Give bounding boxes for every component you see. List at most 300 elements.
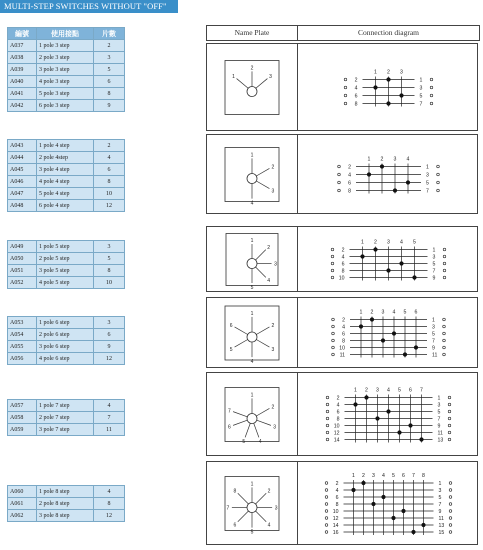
connection-diagram [298, 462, 479, 544]
position-label: 8 [233, 488, 237, 495]
terminal-label-left: 2 [354, 77, 358, 84]
count-cell: 12 [94, 353, 125, 365]
usage-cell: 2 pole 7 step [37, 412, 94, 424]
contact-dot [360, 254, 364, 258]
terminal-dot [448, 417, 451, 420]
table-row [8, 152, 125, 164]
terminal-label-left: 2 [341, 247, 345, 254]
connection-diagram [298, 298, 479, 367]
terminal-dot [443, 248, 446, 251]
spec-table-group-6 [7, 485, 125, 522]
position-label: 3 [271, 188, 275, 195]
name-plate-drawing [207, 373, 297, 456]
step-number: 1 [361, 239, 364, 246]
step-number: 5 [398, 387, 401, 394]
contact-dot [364, 395, 368, 399]
terminal-dot [331, 262, 334, 265]
table-row [8, 64, 125, 76]
terminal-label-left: 8 [341, 268, 345, 275]
knob-circle [247, 414, 257, 424]
usage-cell: 4 pole 5 step [37, 277, 94, 289]
step-number: 4 [382, 473, 385, 479]
contact-dot [386, 101, 390, 105]
contact-dot [397, 430, 401, 434]
terminal-dot [448, 431, 451, 434]
count-cell: 9 [94, 100, 125, 112]
switch-panel-6 [206, 461, 478, 545]
terminal-dot [449, 496, 452, 499]
terminal-label-right: 1 [426, 164, 429, 171]
terminal-dot [437, 189, 440, 192]
position-label: 1 [250, 392, 254, 399]
terminal-dot [325, 489, 328, 492]
contact-dot [414, 345, 418, 349]
terminal-dot [448, 396, 451, 399]
position-label: 1 [250, 152, 254, 159]
contact-dot [386, 268, 390, 272]
contact-dot [393, 188, 397, 192]
code-cell: A038 [8, 52, 37, 64]
step-number: 2 [374, 239, 377, 246]
table-row [8, 424, 125, 436]
step-number: 3 [381, 309, 385, 316]
terminal-dot [326, 396, 329, 399]
step-number: 5 [403, 309, 407, 316]
step-number: 3 [387, 239, 390, 246]
contact-dot [381, 338, 385, 342]
terminal-dot [338, 189, 341, 192]
step-number: 4 [387, 387, 390, 394]
switch-panel-1 [206, 43, 478, 131]
count-cell: 3 [94, 241, 125, 253]
terminal-label-left: 4 [348, 172, 351, 179]
terminal-dot [449, 489, 452, 492]
contact-dot [386, 77, 390, 81]
position-label: 4 [267, 522, 271, 529]
name-plate-drawing [207, 44, 297, 131]
position-label: 2 [267, 244, 271, 251]
contact-dot [371, 502, 375, 506]
usage-cell: 4 pole 4 step [37, 176, 94, 188]
terminal-label-left: 2 [342, 317, 345, 324]
switch-panel-4 [206, 297, 478, 368]
connection-diagram-drawing [298, 44, 479, 131]
code-cell: A045 [8, 164, 37, 176]
step-number: 6 [402, 473, 405, 479]
terminal-label-left: 6 [348, 180, 351, 187]
terminal-dot [443, 346, 446, 349]
terminal-label-right: 1 [438, 480, 442, 487]
terminal-label-right: 7 [437, 416, 441, 423]
terminal-dot [325, 517, 328, 520]
position-label: 2 [267, 488, 271, 495]
column-header-code: 編號 [8, 28, 37, 40]
switch-panel-2 [206, 134, 478, 214]
usage-cell: 2 pole 4step [37, 152, 94, 164]
table-row [8, 510, 125, 522]
table-row [8, 100, 125, 112]
terminal-dot [325, 531, 328, 534]
knob-circle [247, 87, 257, 97]
terminal-dot [448, 403, 451, 406]
terminal-dot [443, 276, 446, 279]
terminal-dot [326, 410, 329, 413]
contact-dot [367, 172, 371, 176]
step-number: 5 [413, 239, 416, 246]
name-plate-drawing [207, 298, 297, 368]
contact-dot [406, 180, 410, 184]
code-cell: A053 [8, 317, 37, 329]
column-header-usage: 使用接點 [37, 28, 94, 40]
terminal-label-right: 11 [437, 430, 443, 437]
step-number: 3 [372, 473, 375, 479]
usage-cell: 1 pole 4 step [37, 140, 94, 152]
terminal-label-left: 2 [348, 164, 351, 171]
step-number: 2 [370, 309, 374, 316]
terminal-dot [437, 181, 440, 184]
terminal-dot [338, 181, 341, 184]
count-cell: 4 [94, 152, 125, 164]
position-label: 6 [229, 322, 233, 329]
count-cell: 5 [94, 253, 125, 265]
terminal-label-right: 11 [438, 515, 444, 522]
terminal-label-right: 1 [432, 317, 435, 324]
terminal-dot [325, 503, 328, 506]
count-cell: 3 [94, 317, 125, 329]
count-cell: 6 [94, 329, 125, 341]
terminal-label-left: 8 [335, 501, 339, 508]
table-row [8, 277, 125, 289]
usage-cell: 2 pole 8 step [37, 498, 94, 510]
terminal-dot [430, 94, 433, 97]
terminal-label-right: 13 [437, 437, 444, 444]
contact-dot [408, 423, 412, 427]
terminal-label-right: 7 [426, 188, 429, 195]
terminal-label-left: 10 [333, 423, 340, 430]
knob-circle [247, 174, 257, 184]
table-row [8, 329, 125, 341]
terminal-dot [443, 353, 446, 356]
connection-diagram-drawing [298, 298, 479, 368]
switch-panel-5 [206, 372, 478, 456]
code-cell: A062 [8, 510, 37, 522]
terminal-dot [331, 248, 334, 251]
section-banner: MULTI-STEP SWITCHES WITHOUT "OFF" [0, 0, 178, 13]
count-cell: 10 [94, 188, 125, 200]
terminal-label-left: 8 [348, 188, 351, 195]
terminal-label-left: 4 [354, 85, 358, 92]
step-number: 2 [380, 156, 384, 163]
usage-cell: 1 pole 5 step [37, 241, 94, 253]
name-plate [207, 462, 298, 544]
terminal-label-right: 5 [437, 409, 441, 416]
terminal-label-left: 8 [342, 338, 345, 345]
table-header-row [8, 28, 125, 40]
position-label: 1 [250, 310, 254, 317]
terminal-dot [449, 482, 452, 485]
terminal-dot [338, 165, 341, 168]
terminal-label-left: 16 [332, 529, 339, 536]
terminal-dot [437, 173, 440, 176]
step-number: 1 [354, 387, 357, 394]
step-number: 7 [420, 387, 423, 394]
usage-cell: 1 pole 8 step [37, 486, 94, 498]
table-row [8, 176, 125, 188]
usage-cell: 3 pole 6 step [37, 341, 94, 353]
terminal-label-right: 3 [432, 254, 436, 261]
count-cell: 2 [94, 140, 125, 152]
step-number: 6 [414, 309, 418, 316]
name-plate [207, 44, 298, 130]
table-row [8, 341, 125, 353]
connection-diagram-drawing [298, 373, 479, 456]
count-cell: 6 [94, 76, 125, 88]
count-cell: 3 [94, 52, 125, 64]
terminal-dot [443, 269, 446, 272]
table-row [8, 412, 125, 424]
usage-cell: 1 pole 3 step [37, 40, 94, 52]
table-row [8, 140, 125, 152]
code-cell: A055 [8, 341, 37, 353]
terminal-dot [344, 102, 347, 105]
position-label: 3 [274, 505, 278, 512]
code-cell: A048 [8, 200, 37, 212]
terminal-label-right: 7 [438, 501, 442, 508]
name-plate-drawing [207, 135, 297, 214]
terminal-dot [325, 482, 328, 485]
terminal-dot [331, 276, 334, 279]
usage-cell: 1 pole 7 step [37, 400, 94, 412]
contact-dot [386, 409, 390, 413]
contact-dot [353, 402, 357, 406]
connection-diagram [298, 373, 479, 455]
step-number: 2 [387, 69, 390, 76]
usage-cell: 5 pole 3 step [37, 88, 94, 100]
terminal-label-right: 15 [438, 529, 445, 536]
code-cell: A056 [8, 353, 37, 365]
terminal-dot [332, 346, 335, 349]
terminal-dot [344, 78, 347, 81]
terminal-label-right: 3 [426, 172, 429, 179]
step-number: 2 [365, 387, 368, 394]
position-label: 4 [258, 439, 262, 446]
connection-diagram-drawing [298, 135, 479, 214]
terminal-label-left: 8 [336, 416, 340, 423]
terminal-dot [443, 262, 446, 265]
position-label: 4 [250, 200, 254, 207]
step-number: 1 [359, 309, 363, 316]
code-cell: A054 [8, 329, 37, 341]
code-cell: A049 [8, 241, 37, 253]
contact-dot [373, 85, 377, 89]
contact-dot [392, 331, 396, 335]
position-label: 5 [242, 439, 246, 446]
terminal-dot [338, 173, 341, 176]
usage-cell: 5 pole 4 step [37, 188, 94, 200]
terminal-dot [443, 339, 446, 342]
code-cell: A059 [8, 424, 37, 436]
terminal-label-right: 7 [432, 268, 436, 275]
terminal-dot [332, 332, 335, 335]
code-cell: A046 [8, 176, 37, 188]
position-label: 1 [250, 481, 254, 488]
position-label: 1 [232, 73, 235, 80]
code-cell: A058 [8, 412, 37, 424]
count-cell: 8 [94, 88, 125, 100]
spec-table-group-4 [7, 316, 125, 365]
contact-dot [373, 247, 377, 251]
connection-diagram-drawing [298, 227, 479, 292]
table-row [8, 241, 125, 253]
step-number: 5 [392, 473, 395, 479]
contact-dot [359, 324, 363, 328]
position-label: 2 [271, 404, 275, 411]
terminal-dot [449, 503, 452, 506]
terminal-dot [344, 94, 347, 97]
usage-cell: 3 pole 5 step [37, 265, 94, 277]
table-row [8, 253, 125, 265]
contact-dot [421, 523, 425, 527]
code-cell: A044 [8, 152, 37, 164]
spec-table-group-1 [7, 27, 125, 112]
terminal-label-right: 5 [432, 331, 435, 338]
step-number: 3 [393, 156, 397, 163]
terminal-label-right: 13 [438, 522, 445, 529]
terminal-label-left: 4 [342, 324, 345, 331]
code-cell: A047 [8, 188, 37, 200]
terminal-dot [331, 255, 334, 258]
step-number: 1 [367, 156, 371, 163]
terminal-label-left: 6 [335, 494, 339, 501]
count-cell: 2 [94, 40, 125, 52]
terminal-dot [449, 510, 452, 513]
terminal-label-right: 3 [432, 324, 435, 331]
table-row [8, 317, 125, 329]
terminal-label-right: 9 [438, 508, 442, 515]
terminal-label-left: 6 [336, 409, 340, 416]
terminal-dot [448, 424, 451, 427]
table-row [8, 498, 125, 510]
terminal-label-right: 3 [438, 487, 442, 494]
code-cell: A061 [8, 498, 37, 510]
contact-dot [361, 481, 365, 485]
step-number: 4 [400, 239, 403, 246]
table-row [8, 400, 125, 412]
position-label: 6 [233, 522, 237, 529]
contact-dot [411, 530, 415, 534]
table-row [8, 353, 125, 365]
usage-cell: 2 pole 6 step [37, 329, 94, 341]
contact-dot [351, 488, 355, 492]
connection-diagram-header: Connection diagram [357, 28, 420, 37]
terminal-label-left: 2 [335, 480, 339, 487]
step-number: 4 [406, 156, 410, 163]
terminal-dot [326, 424, 329, 427]
name-plate [207, 135, 298, 213]
diagram-header [206, 25, 480, 41]
name-plate-drawing [207, 227, 297, 292]
contact-dot [403, 352, 407, 356]
count-cell: 8 [94, 265, 125, 277]
terminal-dot [326, 403, 329, 406]
terminal-label-left: 10 [338, 275, 345, 282]
count-cell: 12 [94, 510, 125, 522]
count-cell: 4 [94, 400, 125, 412]
code-cell: A037 [8, 40, 37, 52]
position-label: 4 [267, 278, 271, 285]
terminal-dot [332, 339, 335, 342]
terminal-label-left: 6 [341, 261, 345, 268]
table-row [8, 76, 125, 88]
terminal-dot [326, 417, 329, 420]
contact-dot [391, 516, 395, 520]
count-cell: 4 [94, 486, 125, 498]
position-label: 4 [250, 359, 254, 366]
terminal-label-left: 8 [354, 101, 358, 108]
terminal-dot [325, 524, 328, 527]
usage-cell: 3 pole 3 step [37, 64, 94, 76]
terminal-label-left: 12 [332, 515, 339, 522]
count-cell: 8 [94, 176, 125, 188]
terminal-dot [332, 325, 335, 328]
terminal-dot [449, 517, 452, 520]
code-cell: A043 [8, 140, 37, 152]
position-label: 7 [226, 505, 230, 512]
terminal-dot [325, 496, 328, 499]
position-label: 5 [229, 347, 233, 354]
terminal-label-right: 7 [432, 338, 435, 345]
position-label: 6 [227, 424, 231, 431]
name-plate-drawing [207, 462, 297, 545]
terminal-dot [326, 438, 329, 441]
position-label: 7 [227, 408, 231, 415]
terminal-label-left: 4 [335, 487, 339, 494]
terminal-dot [332, 318, 335, 321]
code-cell: A042 [8, 100, 37, 112]
position-label: 3 [269, 73, 272, 80]
step-number: 7 [412, 473, 415, 479]
contact-dot [399, 93, 403, 97]
code-cell: A051 [8, 265, 37, 277]
terminal-label-right: 1 [419, 77, 423, 84]
position-label: 3 [274, 261, 277, 268]
code-cell: A057 [8, 400, 37, 412]
terminal-label-left: 12 [333, 430, 340, 437]
terminal-dot [449, 531, 452, 534]
position-label: 2 [250, 65, 254, 72]
contact-dot [419, 437, 423, 441]
spec-table-group-5 [7, 399, 125, 436]
terminal-label-right: 1 [437, 395, 441, 402]
count-cell: 7 [94, 412, 125, 424]
terminal-label-right: 11 [432, 352, 438, 359]
contact-dot [412, 275, 416, 279]
count-cell: 11 [94, 424, 125, 436]
terminal-label-right: 3 [437, 402, 441, 409]
terminal-dot [443, 255, 446, 258]
count-cell: 10 [94, 277, 125, 289]
step-number: 8 [422, 473, 425, 479]
position-label: 3 [271, 347, 275, 354]
usage-cell: 6 pole 3 step [37, 100, 94, 112]
name-plate-header: Name Plate [207, 26, 298, 40]
step-number: 3 [400, 69, 403, 76]
table-row [8, 40, 125, 52]
step-number: 3 [376, 387, 379, 394]
terminal-label-left: 11 [339, 352, 345, 359]
connection-diagram [298, 44, 479, 130]
table-row [8, 88, 125, 100]
